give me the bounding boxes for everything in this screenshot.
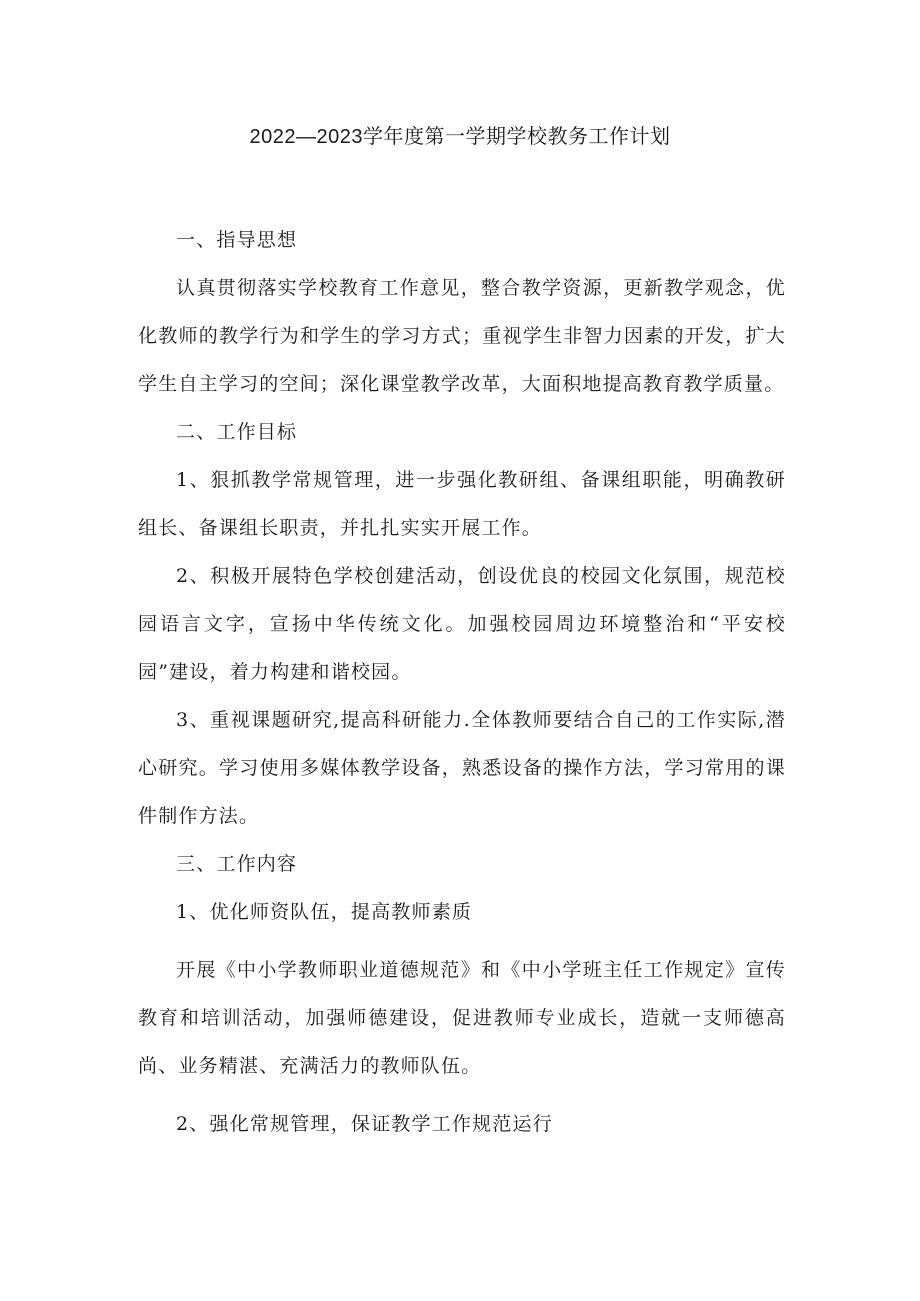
section-heading-work-goals: 二、工作目标 — [176, 421, 298, 443]
goal-item-2: 2、积极开展特色学校创建活动，创设优良的校园文化氛围，规范校园语言文字，宣扬中华传统文化。加强校园周边环境整治和“平安校园”建设，着力构建和谐校园。 — [138, 565, 786, 683]
goal-item-1: 1、狠抓教学常规管理，进一步强化教研组、备课组职能，明确教研组长、备课组长职责，并扎扎实实开展工作。 — [138, 469, 786, 539]
goal-item-3: 3、重视课题研究,提高科研能力.全体教师要结合自己的工作实际,潜心研究。学习使用多媒体教学设备，熟悉设备的操作方法，学习常用的课件制作方法。 — [138, 709, 786, 827]
document-body — [138, 216, 786, 1148]
content-subheading-2: 2、强化常规管理，保证教学工作规范运行 — [176, 1113, 553, 1135]
section-heading-guiding-ideology: 一、指导思想 — [176, 229, 298, 251]
paragraph-guiding-ideology: 认真贯彻落实学校教育工作意见，整合教学资源，更新教学观念，优化教师的教学行为和学生的学习方式；重视学生非智力因素的开发，扩大学生自主学习的空间；深化课堂教学改革，大面积地提高教育教学质量。 — [138, 277, 786, 395]
content-subheading-1: 1、优化师资队伍，提高教师素质 — [176, 901, 473, 923]
section-heading-work-content: 三、工作内容 — [176, 853, 298, 875]
content-paragraph-1: 开展《中小学教师职业道德规范》和《中小学班主任工作规定》宣传教育和培训活动，加强师德建设，促进教师专业成长，造就一支师德高尚、业务精湛、充满活力的教师队伍。 — [138, 959, 786, 1077]
document-title: 2022—2023学年度第一学期学校教务工作计划 — [249, 126, 671, 148]
